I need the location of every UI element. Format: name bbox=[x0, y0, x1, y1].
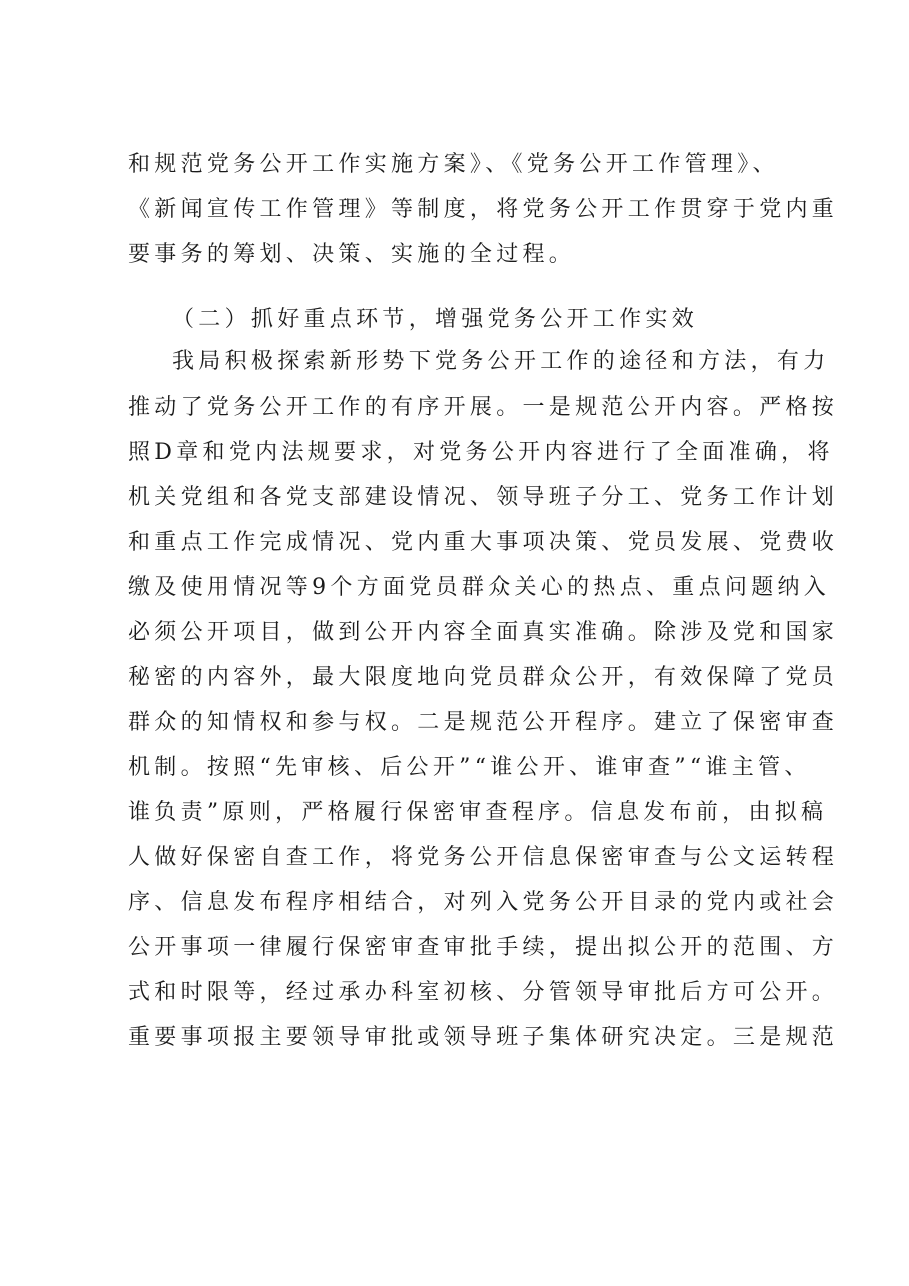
text-line: 我局积极探索新形势下党务公开工作的途径和方法，有力 bbox=[172, 349, 830, 374]
text-line: 和规范党务公开工作实施方案》、《党务公开工作管理》、 bbox=[128, 152, 779, 177]
text-line: 重要事项报主要领导审批或领导班子集体研究决定。三是规范 bbox=[128, 1025, 839, 1050]
text-line: 必须公开项目，做到公开内容全面真实准确。除涉及党和国家 bbox=[128, 620, 839, 645]
text-line: 式和时限等，经过承办科室初核、分管领导审批后方可公开。 bbox=[128, 980, 839, 1005]
text-line: 和重点工作完成情况、党内重大事项决策、党员发展、党费收 bbox=[128, 530, 839, 555]
text-line: 《新闻宣传工作管理》等制度，将党务公开工作贯穿于党内重 bbox=[128, 197, 839, 222]
text-line: 照D章和党内法规要求，对党务公开内容进行了全面准确，将 bbox=[128, 440, 834, 465]
text-line: 秘密的内容外，最大限度地向党员群众公开，有效保障了党员 bbox=[128, 665, 839, 690]
text-line: 公开事项一律履行保密审查审批手续，提出拟公开的范围、方 bbox=[128, 935, 839, 960]
text-line: 要事务的筹划、决策、实施的全过程。 bbox=[128, 242, 576, 267]
text-line: 群众的知情权和参与权。二是规范公开程序。建立了保密审查 bbox=[128, 710, 839, 735]
text-line: 人做好保密自查工作，将党务公开信息保密审查与公文运转程 bbox=[128, 845, 839, 870]
text-line: 缴及使用情况等9个方面党员群众关心的热点、重点问题纳入 bbox=[128, 575, 831, 600]
text-line: 谁负责”原则，严格履行保密审查程序。信息发布前，由拟稿 bbox=[128, 800, 828, 825]
text-line: 机制。按照“先审核、后公开”“谁公开、谁审查”“谁主管、 bbox=[128, 755, 811, 780]
text-line: 序、信息发布程序相结合，对列入党务公开目录的党内或社会 bbox=[128, 890, 839, 915]
section-heading: （二）抓好重点环节，增强党务公开工作实效 bbox=[172, 307, 699, 332]
text-line: 推动了党务公开工作的有序开展。一是规范公开内容。严格按 bbox=[128, 395, 839, 420]
text-line: 机关党组和各党支部建设情况、领导班子分工、党务工作计划 bbox=[128, 485, 839, 510]
